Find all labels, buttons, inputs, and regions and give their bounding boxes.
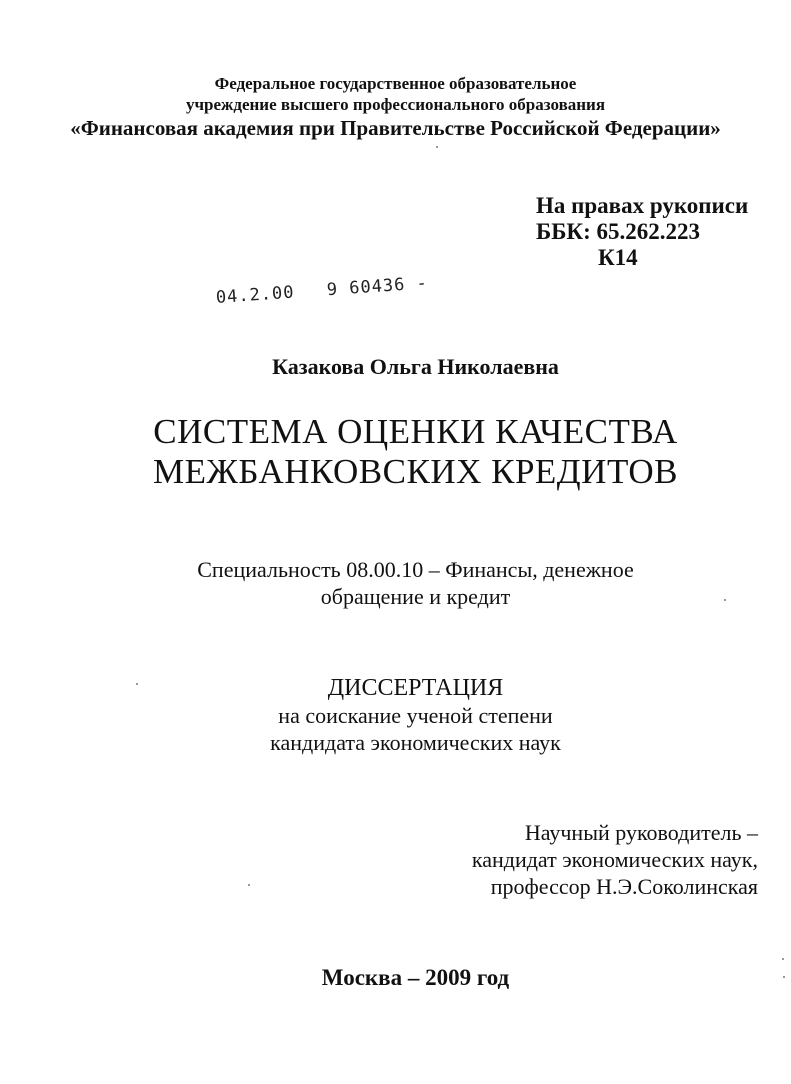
dissertation-line-2: кандидата экономических наук <box>270 730 561 755</box>
title-line-2: МЕЖБАНКОВСКИХ КРЕДИТОВ <box>152 452 678 491</box>
author-code: К14 <box>598 245 638 270</box>
dissertation-line-1: на соискание ученой степени <box>278 703 553 728</box>
specialty-line-1: Специальность 08.00.10 – Финансы, денежное <box>197 557 634 582</box>
scan-speck <box>783 976 785 978</box>
scan-speck <box>782 958 784 960</box>
institution-line-1: Федеральное государственное образовательное <box>214 74 577 93</box>
specialty-line-2: обращение и кредит <box>320 584 511 609</box>
title-line-1: СИСТЕМА ОЦЕНКИ КАЧЕСТВА <box>153 412 678 451</box>
supervisor-line-3: профессор Н.Э.Соколинская <box>490 874 758 899</box>
supervisor-line-2: кандидат экономических наук, <box>471 847 758 872</box>
scan-speck <box>436 146 438 148</box>
institution-line-2: учреждение высшего профессионального образования <box>185 95 606 114</box>
registration-stamp <box>215 273 428 308</box>
scan-speck <box>248 884 250 886</box>
scan-speck <box>724 599 726 601</box>
institution-line-3: «Финансовая академия при Правительстве Российской Федерации» <box>70 116 721 140</box>
stamp-date: 04.2.00 <box>215 282 296 308</box>
manuscript-rights: На правах рукописи <box>536 193 749 218</box>
author-name: Казакова Ольга Николаевна <box>272 354 559 379</box>
bbk-code: ББК: 65.262.223 <box>536 219 700 244</box>
scan-speck <box>136 683 138 685</box>
dissertation-heading: ДИССЕРТАЦИЯ <box>327 675 504 701</box>
supervisor-line-1: Научный руководитель – <box>524 820 758 845</box>
city-year: Москва – 2009 год <box>321 965 510 990</box>
stamp-number: 9 60436 - <box>326 273 429 301</box>
